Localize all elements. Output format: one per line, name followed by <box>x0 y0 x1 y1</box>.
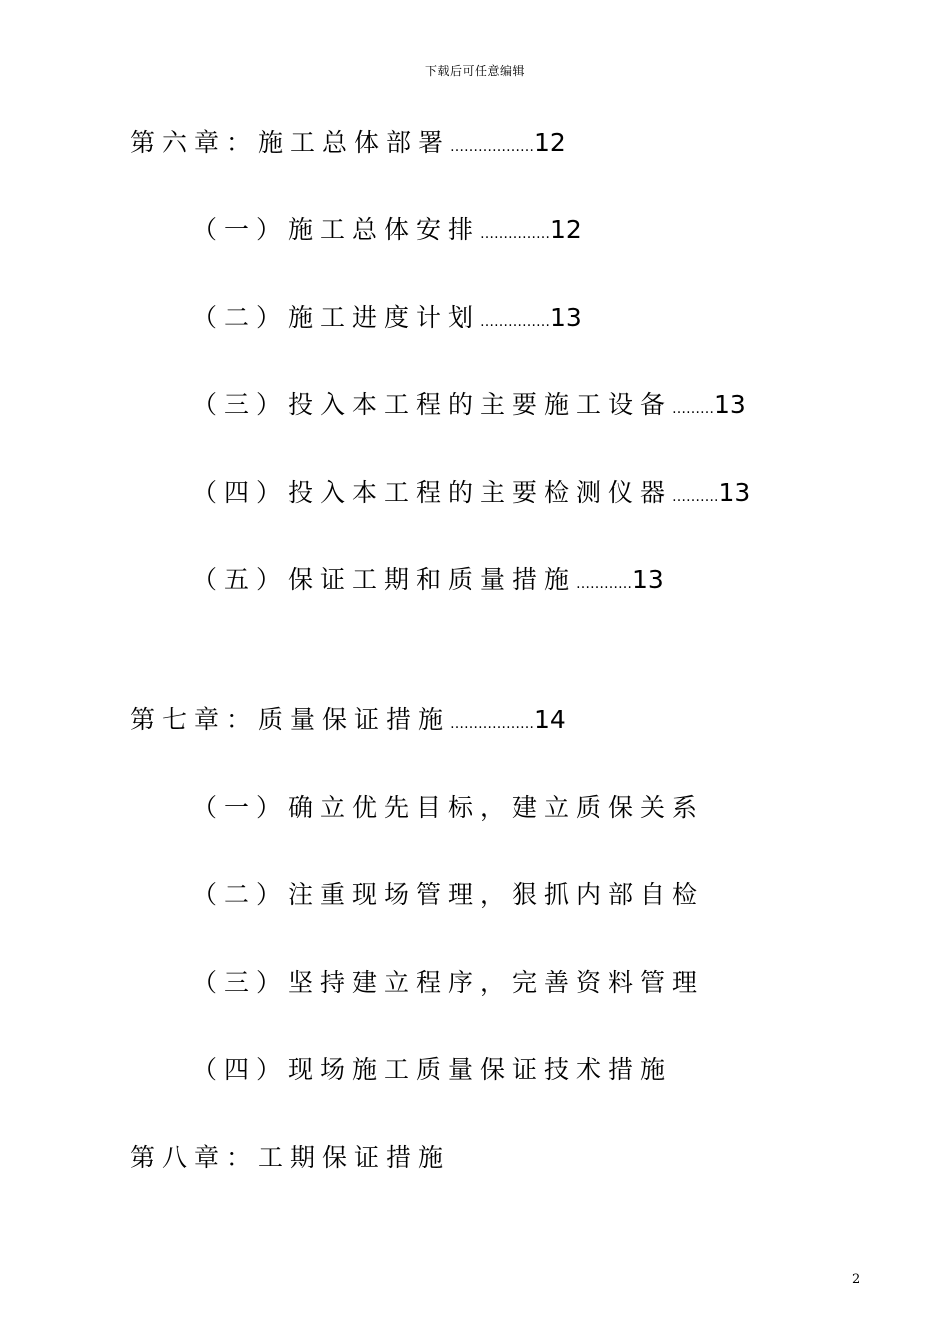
toc-section-7-4[interactable] <box>192 1055 672 1085</box>
toc-chapter-8[interactable] <box>130 1143 450 1173</box>
toc-section-7-3[interactable] <box>192 968 704 998</box>
toc-entry-title: （三）投入本工程的主要施工设备 <box>192 390 673 419</box>
toc-page-number: 13 <box>714 390 746 419</box>
toc-chapter-6[interactable] <box>130 128 566 162</box>
toc-leader-dots: ……………… <box>450 139 535 155</box>
toc-page-number: 13 <box>550 303 582 332</box>
toc-page-number: 13 <box>718 478 751 507</box>
toc-page-number: 14 <box>534 705 566 734</box>
toc-leader-dots: ……… <box>672 401 715 417</box>
header-note: 下载后可任意编辑 <box>424 64 525 78</box>
toc-section-6-3[interactable] <box>192 390 746 424</box>
toc-leader-dots: ……………… <box>450 716 535 732</box>
toc-leader-dots: ………. <box>672 489 719 505</box>
toc-section-6-5[interactable] <box>192 565 664 599</box>
toc-entry-title: （一）确立优先目标，建立质保关系 <box>192 793 705 822</box>
toc-section-7-1[interactable] <box>192 793 704 823</box>
toc-entry-title: 第七章：质量保证措施 <box>130 705 451 734</box>
toc-page-number: 13 <box>632 565 664 594</box>
toc-leader-dots: …………… <box>480 226 551 242</box>
page-number: 2 <box>852 1272 861 1287</box>
toc-entry-title: 第六章：施工总体部署 <box>130 128 451 157</box>
toc-section-6-1[interactable] <box>192 215 582 249</box>
toc-page-number: 12 <box>534 128 566 157</box>
toc-section-6-2[interactable] <box>192 303 582 337</box>
toc-leader-dots: …………… <box>480 314 551 330</box>
toc-entry-title: （一）施工总体安排 <box>192 215 481 244</box>
toc-chapter-7[interactable] <box>130 705 566 739</box>
toc-entry-title: （四）投入本工程的主要检测仪器 <box>192 478 673 507</box>
toc-entry-title: （二）施工进度计划 <box>192 303 481 332</box>
toc-section-6-4[interactable] <box>192 478 750 512</box>
toc-entry-title: （三）坚持建立程序，完善资料管理 <box>192 968 705 997</box>
toc-entry-title: 第八章：工期保证措施 <box>130 1143 451 1172</box>
toc-entry-title: （四）现场施工质量保证技术措施 <box>192 1055 673 1084</box>
toc-entry-title: （五）保证工期和质量措施 <box>192 565 577 594</box>
toc-section-7-2[interactable] <box>192 880 704 910</box>
toc-page-number: 12 <box>550 215 582 244</box>
toc-leader-dots: ………… <box>576 576 633 592</box>
toc-entry-title: （二）注重现场管理，狠抓内部自检 <box>192 880 705 909</box>
